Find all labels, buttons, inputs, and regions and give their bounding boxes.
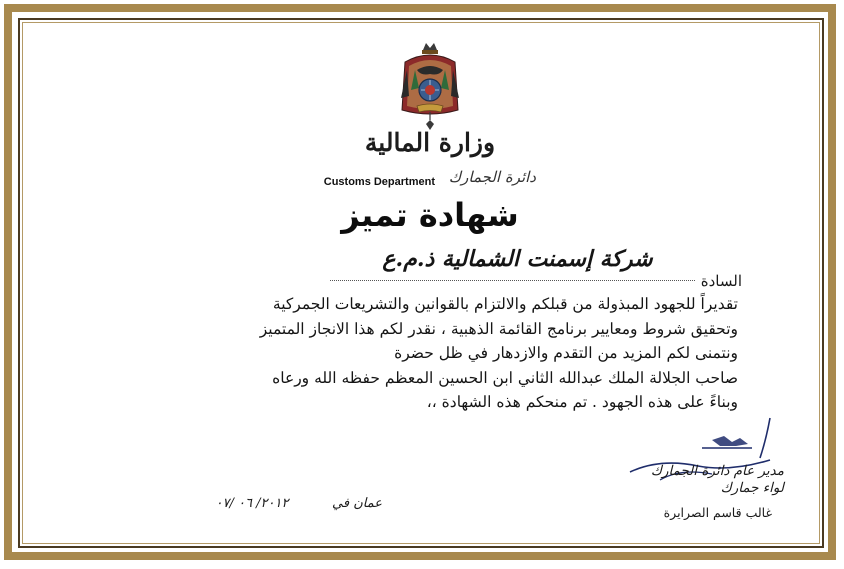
salutation-label: السادة (700, 272, 742, 290)
body-line: وتحقيق شروط ومعايير برنامج القائمة الذهبية ، نقدر لكم هذا الانجاز المتميز (259, 319, 738, 338)
signatory-title-line2: لواء جمارك (720, 480, 784, 496)
ministry-name: وزارة المالية (364, 128, 496, 157)
department-name-arabic: دائرة الجمارك (448, 168, 536, 186)
certificate-body (120, 292, 738, 415)
date-value: ٢٠١٢/ ٠٦ /٠٧ (215, 496, 289, 511)
recipient-name: شركة إسمنت الشمالية ذ.م.ع (382, 246, 653, 272)
department-name-english: Customs Department (323, 176, 435, 188)
signatory-title (598, 463, 784, 497)
body-line: وبناءً على هذه الجهود . تم منحكم هذه الشهادة ،، (426, 393, 738, 411)
body-line: تقديراً للجهود المبذولة من قبلكم والالتزام بالقوانين والتشريعات الجمركية (272, 295, 738, 313)
date-label: عمان في (332, 496, 382, 511)
recipient-dotted-line (330, 280, 695, 281)
signatory-title-line1: مدير عام دائرة الجمارك (650, 463, 784, 479)
signatory-name: غالب قاسم الصرايرة (663, 505, 772, 520)
certificate-title: شهادة تميز (341, 196, 519, 234)
body-line: صاحب الجلالة الملك عبدالله الثاني ابن الحسين المعظم حفظه الله ورعاه (272, 368, 738, 387)
coat-of-arms-icon (395, 40, 465, 132)
body-line: ونتمنى لكم المزيد من التقدم والازدهار في ظل حضرة (394, 344, 738, 362)
